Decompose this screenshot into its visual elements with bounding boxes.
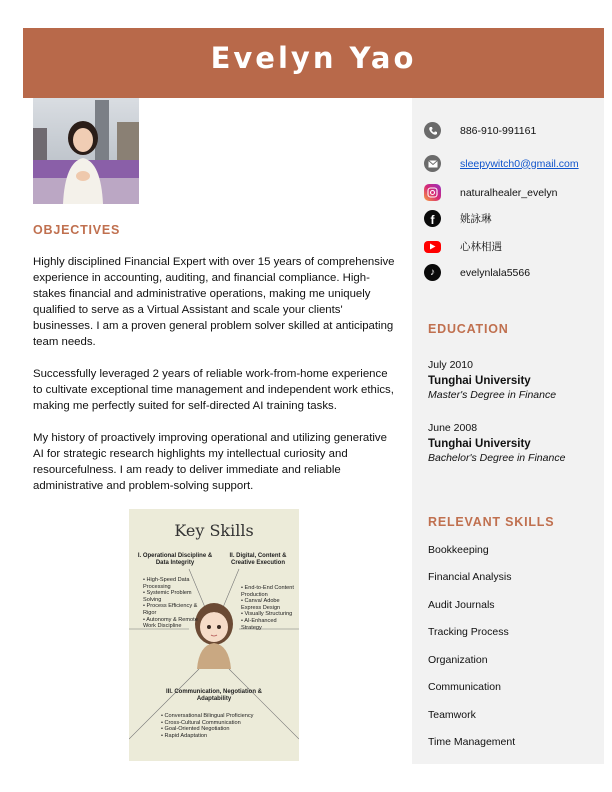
instagram-handle: naturalhealer_evelyn bbox=[460, 186, 558, 199]
skill-group-2-item: • End-to-End Content Production bbox=[241, 585, 297, 598]
profile-photo bbox=[33, 98, 139, 204]
youtube-icon bbox=[424, 241, 441, 253]
education-date: July 2010 bbox=[428, 359, 473, 371]
skill-item: Teamwork bbox=[428, 709, 476, 721]
objectives-heading: OBJECTIVES bbox=[33, 223, 121, 237]
skill-group-3-item: • Conversational Bilingual Proficiency bbox=[161, 713, 291, 720]
instagram-icon bbox=[424, 184, 441, 201]
phone-number: 886-910-991161 bbox=[460, 124, 537, 137]
skill-group-1-item: • Systemic Problem Solving bbox=[143, 590, 205, 603]
education-entry-2 bbox=[428, 422, 565, 464]
skill-group-1-item: • High-Speed Data Processing bbox=[143, 577, 205, 590]
contact-facebook bbox=[424, 210, 492, 227]
skill-item: Communication bbox=[428, 681, 501, 693]
skill-item: Tracking Process bbox=[428, 626, 509, 638]
education-degree: Bachelor's Degree in Finance bbox=[428, 452, 566, 464]
name-banner bbox=[23, 28, 604, 98]
skill-item: Organization bbox=[428, 654, 488, 666]
skill-item: Bookkeeping bbox=[428, 544, 489, 556]
skill-item: Audit Journals bbox=[428, 599, 495, 611]
phone-icon bbox=[424, 122, 441, 139]
skill-group-1-item: • Process Efficiency & Rigor bbox=[143, 603, 205, 616]
education-degree: Master's Degree in Finance bbox=[428, 389, 557, 401]
facebook-icon: f bbox=[424, 210, 441, 227]
skill-group-1-item: • Autonomy & Remote Work Discipline bbox=[143, 617, 205, 630]
skill-group-1-heading: I. Operational Discipline & Data Integrity bbox=[137, 553, 213, 566]
skill-group-2-heading: II. Digital, Content & Creative Execution bbox=[229, 553, 287, 566]
youtube-channel: 心林相遇 bbox=[460, 241, 502, 253]
skill-group-2-list bbox=[241, 585, 297, 631]
tiktok-handle: evelynlala5566 bbox=[460, 266, 531, 279]
skill-group-3-item: • Cross-Cultural Communication bbox=[161, 720, 291, 727]
facebook-name: 姚詠琳 bbox=[460, 213, 492, 225]
education-entry-1 bbox=[428, 359, 556, 401]
skill-item: Financial Analysis bbox=[428, 571, 512, 583]
objectives-paragraph-2: Successfully leveraged 2 years of reliable work-from-home experience to cultivate exceptional time management and independent work ethics, making me perfectly suited for self-directed AI training tasks. bbox=[33, 368, 394, 412]
contact-tiktok bbox=[424, 264, 530, 281]
objectives-paragraph-3: My history of proactively improving operational and utilizing generative AI for strategic research highlights my intellectual curiosity and resourcefulness. I am ready to deliver immediate and reliable administrative and problem-solving support. bbox=[33, 432, 387, 492]
contact-phone bbox=[424, 122, 536, 139]
key-skills-infographic bbox=[129, 509, 299, 761]
objectives-body bbox=[33, 254, 395, 510]
contact-email bbox=[424, 155, 579, 172]
skill-group-2-item: • Canva/ Adobe Express Design bbox=[241, 598, 297, 611]
skill-group-3-item: • Rapid Adaptation bbox=[161, 733, 291, 740]
candidate-name: Evelyn Yao bbox=[210, 41, 417, 75]
education-date: June 2008 bbox=[428, 422, 478, 434]
education-heading: EDUCATION bbox=[428, 322, 509, 336]
objectives-paragraph-1: Highly disciplined Financial Expert with over 15 years of comprehensive experience in accounting, auditing, and financial compliance. High-stakes financial and administrative operations, making me uniquely qualified to serve as a Virtual Assistant and scale your clients' businesses. I am a proven general problem solver skilled at anticipating team needs. bbox=[33, 256, 395, 348]
skill-item: Time Management bbox=[428, 736, 516, 748]
skill-group-3-heading: III. Communication, Negotiation & Adaptability bbox=[166, 689, 262, 702]
skill-group-2-item: • Visually Structuring bbox=[241, 611, 297, 618]
tiktok-icon: ♪ bbox=[424, 264, 441, 281]
contact-instagram bbox=[424, 184, 557, 201]
contact-youtube bbox=[424, 239, 502, 254]
skills-heading: RELEVANT SKILLS bbox=[428, 515, 555, 529]
email-icon bbox=[424, 155, 441, 172]
skill-group-2-item: • AI-Enhanced Strategy bbox=[241, 618, 297, 631]
skill-group-3-item: • Goal-Oriented Negotiation bbox=[161, 726, 291, 733]
email-link[interactable]: sleepywitch0@gmail.com bbox=[460, 157, 579, 170]
education-school: Tunghai University bbox=[428, 438, 531, 450]
key-skills-title: Key Skills bbox=[174, 521, 254, 540]
skill-group-1-list bbox=[143, 577, 205, 630]
skill-group-3-list bbox=[161, 713, 291, 739]
education-school: Tunghai University bbox=[428, 375, 531, 387]
